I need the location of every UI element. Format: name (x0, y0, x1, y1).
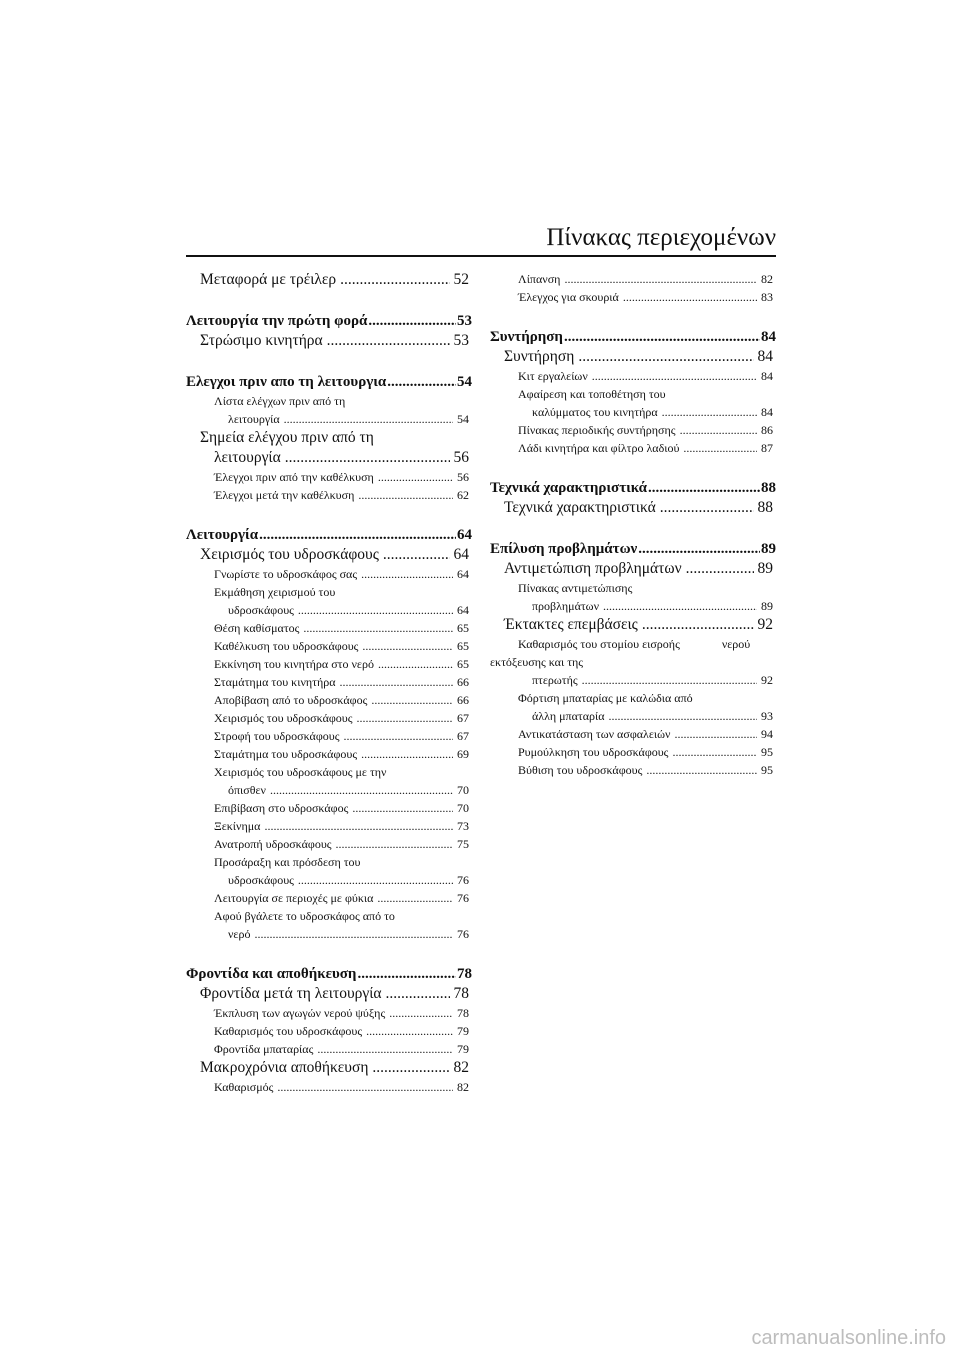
toc-entry-title: Συντήρηση (504, 348, 575, 365)
toc-entry-title: Λειτουργία την πρώτη φορά (186, 313, 368, 329)
toc-page-number: 70 (457, 801, 469, 815)
toc-section-entry[interactable] (186, 270, 472, 290)
toc-entry-title: νερό (228, 927, 251, 941)
toc-page-number: 54 (457, 374, 472, 390)
toc-page-number: 65 (457, 621, 469, 635)
toc-entry-last-line[interactable] (490, 707, 776, 725)
toc-page-number: 62 (457, 488, 469, 502)
dot-leader (642, 615, 754, 635)
toc-entry-title: Καθέλκυση του υδροσκάφους (214, 639, 359, 653)
toc-page-number: 69 (457, 747, 469, 761)
toc-page-number: 67 (457, 711, 469, 725)
toc-entry-title: λειτουργία (228, 412, 280, 426)
toc-entry-title: Επίλυση προβλημάτων (490, 541, 638, 557)
toc-section-entry[interactable] (490, 559, 776, 579)
dot-leader (638, 540, 760, 559)
toc-page-number: 88 (761, 480, 776, 496)
toc-page-number: 64 (457, 527, 472, 543)
toc-page-number: 84 (757, 348, 773, 365)
toc-page-number: 78 (457, 966, 472, 982)
toc-item-entry[interactable] (490, 270, 776, 288)
toc-page-number: 65 (457, 639, 469, 653)
toc-page-number: 95 (761, 763, 773, 777)
toc-entry-title: Στροφή του υδροσκάφους (214, 729, 340, 743)
toc-page-number: 67 (457, 729, 469, 743)
toc-item-entry[interactable] (186, 1078, 472, 1096)
toc-entry-last-line[interactable] (186, 410, 472, 428)
toc-entry-title: Χειρισμός του υδροσκάφους με την (214, 765, 387, 779)
toc-item-entry[interactable] (186, 709, 472, 727)
toc-left-column (186, 270, 472, 1096)
toc-section-entry[interactable] (490, 615, 776, 635)
dot-leader (646, 761, 757, 779)
toc-item-entry[interactable] (186, 835, 472, 853)
toc-entry-title: Προσάραξη και πρόσδεση του (214, 855, 361, 869)
toc-page-number: 70 (457, 783, 469, 797)
dot-leader (277, 1078, 453, 1096)
dot-leader (284, 410, 453, 428)
toc-entry-title: Χειρισμός του υδροσκάφους (214, 711, 353, 725)
toc-entry-title: υδροσκάφους (228, 873, 294, 887)
dot-leader (578, 347, 753, 367)
toc-entry-title: Φροντίδα μετά τη λειτουργία (200, 985, 382, 1002)
toc-section-entry[interactable] (490, 347, 776, 367)
dot-leader (683, 439, 757, 457)
toc-entry-title: Καθαρισμός του στομίου εισροής (518, 637, 680, 651)
toc-chapter-entry[interactable] (186, 373, 472, 392)
toc-page-number: 88 (757, 499, 773, 516)
toc-entry-title: Λίπανση (518, 272, 561, 286)
toc-section-entry[interactable] (490, 498, 776, 518)
toc-entry-title: Πίνακας περιοδικής συντήρησης (518, 423, 676, 437)
toc-entry-title: Μεταφορά με τρέιλερ (200, 271, 337, 288)
toc-item-entry[interactable] (186, 691, 472, 709)
dot-leader (356, 709, 453, 727)
toc-entry-title: προβλημάτων (532, 599, 600, 613)
toc-entry-last-line[interactable] (490, 597, 776, 615)
toc-entry-title: Επιβίβαση στο υδροσκάφος (214, 801, 349, 815)
toc-page-number: 73 (457, 819, 469, 833)
toc-item-entry[interactable] (186, 817, 472, 835)
toc-entry-last-line[interactable] (186, 781, 472, 799)
toc-entry-title: Μακροχρόνια αποθήκευση (200, 1059, 369, 1076)
toc-entry-title: πτερωτής (532, 673, 578, 687)
toc-item-entry[interactable] (186, 1040, 472, 1058)
toc-page-number: 83 (761, 290, 773, 304)
toc-item-entry[interactable] (186, 486, 472, 504)
toc-entry-title: Φόρτιση μπαταρίας με καλώδια από (518, 691, 693, 705)
toc-entry-title: Σταμάτημα του κινητήρα (214, 675, 336, 689)
dot-leader (254, 925, 453, 943)
dot-leader (609, 707, 758, 725)
dot-leader (343, 727, 453, 745)
toc-chapter-entry[interactable] (490, 540, 776, 559)
toc-entry-title: Γνωρίστε το υδροσκάφος σας (214, 567, 358, 581)
dot-leader (378, 655, 453, 673)
toc-item-entry[interactable] (186, 745, 472, 763)
dot-leader (357, 965, 456, 984)
toc-entry-title: Στρώσιμο κινητήρα (200, 332, 323, 349)
toc-entry-title: Αφαίρεση και τοποθέτηση του (518, 387, 666, 401)
toc-entry-title: Λίστα ελέγχων πριν από τη (214, 394, 346, 408)
toc-section-entry[interactable] (186, 1058, 472, 1078)
toc-entry-title: Χειρισμός του υδροσκάφους (200, 546, 379, 563)
dot-leader (662, 403, 757, 421)
toc-entry-title: Σημεία ελέγχου πριν από τη (200, 429, 374, 446)
toc-entry-title: νερού εκτόξευσης και της (490, 637, 751, 669)
toc-entry-title: άλλη μπαταρία (532, 709, 605, 723)
toc-page-number: 53 (457, 313, 472, 329)
dot-leader (264, 817, 453, 835)
toc-item-entry[interactable] (490, 288, 776, 306)
toc-page-number: 82 (761, 272, 773, 286)
toc-entry-title: Τεχνικά χαρακτηριστικά (490, 480, 648, 496)
toc-entry-title: Βύθιση του υδροσκάφους (518, 763, 643, 777)
toc-chapter-entry[interactable] (186, 312, 472, 331)
toc-page-number: 87 (761, 441, 773, 455)
toc-entry-title: Φροντίδα μπαταρίας (214, 1042, 314, 1056)
dot-leader (680, 421, 757, 439)
toc-item-entry[interactable] (490, 439, 776, 457)
toc-page-number: 64 (453, 546, 469, 563)
toc-page-number: 94 (761, 727, 773, 741)
toc-page-number: 95 (761, 745, 773, 759)
toc-page-number: 54 (457, 412, 469, 426)
dot-leader (623, 288, 757, 306)
dot-leader (362, 637, 453, 655)
dot-leader (368, 312, 456, 331)
toc-item-entry[interactable] (186, 565, 472, 583)
toc-item-entry[interactable] (186, 1022, 472, 1040)
toc-entry-title: Αφού βγάλετε το υδροσκάφος από το (214, 909, 395, 923)
toc-entry-title: Φροντίδα και αποθήκευση (186, 966, 357, 982)
toc-item-entry[interactable] (186, 637, 472, 655)
toc-item-entry[interactable] (186, 1004, 472, 1022)
dot-leader (361, 565, 453, 583)
toc-entry-title: Αποβίβαση από το υδροσκάφος (214, 693, 368, 707)
dot-leader (592, 367, 757, 385)
toc-page-number: 78 (457, 1006, 469, 1020)
toc-page-number: 89 (761, 541, 776, 557)
toc-entry-title: Έκπλυση των αγωγών νερού ψύξης (214, 1006, 386, 1020)
toc-chapter-entry[interactable] (186, 965, 472, 984)
toc-entry-title: Καθαρισμός του υδροσκάφους (214, 1024, 363, 1038)
dot-leader (336, 835, 453, 853)
toc-page-number: 66 (457, 693, 469, 707)
toc-page-number: 64 (457, 603, 469, 617)
toc-page-number: 75 (457, 837, 469, 851)
toc-page-number: 89 (761, 599, 773, 613)
toc-entry-title: Έκτακτες επεμβάσεις (504, 616, 638, 633)
toc-page-number: 66 (457, 675, 469, 689)
toc-page-number: 93 (761, 709, 773, 723)
toc-item-entry[interactable] (186, 468, 472, 486)
toc-item-entry[interactable] (490, 743, 776, 761)
dot-leader (686, 559, 754, 579)
toc-entry-title: Πίνακας αντιμετώπισης (518, 581, 633, 595)
dot-leader (298, 871, 453, 889)
toc-page-number: 84 (761, 329, 776, 345)
dot-leader (383, 545, 450, 565)
toc-item-entry[interactable] (186, 763, 472, 799)
toc-page-number: 76 (457, 927, 469, 941)
toc-entry-last-line[interactable] (186, 448, 472, 468)
dot-leader (361, 745, 453, 763)
toc-page-number: 84 (761, 405, 773, 419)
dot-leader (648, 479, 760, 498)
dot-leader (358, 486, 453, 504)
toc-entry-title: Ανατροπή υδροσκάφους (214, 837, 332, 851)
dot-leader (366, 1022, 453, 1040)
toc-section-entry[interactable] (186, 331, 472, 351)
toc-entry-title: Εκμάθηση χειρισμού του (214, 585, 336, 599)
toc-right-column (490, 270, 776, 779)
dot-leader (285, 448, 450, 468)
toc-item-entry[interactable] (186, 799, 472, 817)
toc-entry-title: Τεχνικά χαρακτηριστικά (504, 499, 656, 516)
toc-entry-title: Λειτουργία (186, 527, 259, 543)
dot-leader (303, 619, 453, 637)
toc-entry-title: Ελεγχοι πριν απο τη λειτουργια (186, 374, 387, 390)
dot-leader (377, 889, 453, 907)
toc-item-entry[interactable] (490, 689, 776, 725)
toc-item-entry[interactable] (490, 761, 776, 779)
toc-entry-last-line[interactable] (490, 403, 776, 421)
toc-page-number: 89 (757, 560, 773, 577)
toc-page-number: 92 (757, 616, 773, 633)
dot-leader (660, 498, 754, 518)
toc-page-number: 53 (453, 332, 469, 349)
toc-item-entry[interactable] (186, 392, 472, 428)
dot-leader (672, 743, 757, 761)
toc-page-number: 65 (457, 657, 469, 671)
toc-item-entry[interactable] (186, 727, 472, 745)
dot-leader (298, 601, 453, 619)
toc-page-number: 76 (457, 873, 469, 887)
toc-entry-title: Αντικατάσταση των ασφαλειών (518, 727, 671, 741)
toc-section-entry[interactable] (186, 428, 472, 468)
toc-item-entry[interactable] (490, 635, 776, 689)
dot-leader (259, 526, 456, 545)
toc-item-entry[interactable] (490, 421, 776, 439)
dot-leader (372, 1058, 449, 1078)
toc-entry-title: Θέση καθίσματος (214, 621, 300, 635)
toc-entry-title: Εκκίνηση του κινητήρα στο νερό (214, 657, 374, 671)
toc-section-entry[interactable] (186, 984, 472, 1004)
toc-entry-title: Συντήρηση (490, 329, 563, 345)
toc-page-number: 86 (761, 423, 773, 437)
toc-item-entry[interactable] (186, 655, 472, 673)
dot-leader (603, 597, 757, 615)
dot-leader (387, 373, 456, 392)
toc-entry-title: Έλεγχοι μετά την καθέλκυση (214, 488, 355, 502)
toc-entry-title: Ξεκίνημα (214, 819, 261, 833)
toc-page-number: 56 (453, 449, 469, 466)
toc-page-number: 76 (457, 891, 469, 905)
toc-entry-last-line[interactable] (490, 671, 776, 689)
toc-item-entry[interactable] (186, 907, 472, 943)
dot-leader (317, 1040, 453, 1058)
toc-item-entry[interactable] (186, 673, 472, 691)
toc-entry-title: Σταμάτημα του υδροσκάφους (214, 747, 358, 761)
toc-page-number: 79 (457, 1042, 469, 1056)
dot-leader (378, 468, 453, 486)
dot-leader (674, 725, 757, 743)
dot-leader (327, 331, 450, 351)
dot-leader (386, 984, 450, 1004)
toc-item-entry[interactable] (186, 583, 472, 619)
toc-entry-title: Κιτ εργαλείων (518, 369, 588, 383)
toc-page-number: 64 (457, 567, 469, 581)
toc-entry-title: υδροσκάφους (228, 603, 294, 617)
dot-leader (270, 781, 453, 799)
toc-chapter-entry[interactable] (186, 526, 472, 545)
toc-entry-title: Έλεγχοι πριν από την καθέλκυση (214, 470, 374, 484)
toc-item-entry[interactable] (186, 889, 472, 907)
toc-item-entry[interactable] (490, 725, 776, 743)
toc-entry-title: Λάδι κινητήρα και φίλτρο λαδιού (518, 441, 680, 455)
title-divider (186, 255, 776, 257)
toc-page-number: 79 (457, 1024, 469, 1038)
toc-entry-title: Καθαρισμός (214, 1080, 274, 1094)
toc-chapter-entry[interactable] (490, 479, 776, 498)
toc-entry-title: Έλεγχος για σκουριά (518, 290, 619, 304)
dot-leader (340, 270, 449, 290)
toc-entry-last-line[interactable] (186, 871, 472, 889)
toc-entry-title: Αντιμετώπιση προβλημάτων (504, 560, 682, 577)
toc-item-entry[interactable] (490, 367, 776, 385)
toc-item-entry[interactable] (490, 579, 776, 615)
toc-page-number: 56 (457, 470, 469, 484)
toc-entry-title: λειτουργία (214, 449, 281, 466)
dot-leader (352, 799, 453, 817)
toc-page-number: 82 (457, 1080, 469, 1094)
page-title: Πίνακας περιεχομένων (546, 224, 776, 251)
dot-leader (564, 328, 760, 347)
toc-item-entry[interactable] (186, 619, 472, 637)
toc-chapter-entry[interactable] (490, 328, 776, 347)
toc-item-entry[interactable] (490, 385, 776, 421)
toc-entry-last-line[interactable] (186, 601, 472, 619)
toc-page-number: 52 (453, 271, 469, 288)
toc-page-number: 84 (761, 369, 773, 383)
toc-entry-title: Λειτουργία σε περιοχές με φύκια (214, 891, 374, 905)
toc-entry-title: Ρυμούλκηση του υδροσκάφους (518, 745, 669, 759)
dot-leader (340, 673, 453, 691)
watermark: carmanualsonline.info (751, 1327, 946, 1349)
toc-entry-last-line[interactable] (186, 925, 472, 943)
dot-leader (389, 1004, 453, 1022)
toc-page-number: 92 (761, 673, 773, 687)
toc-page-number: 78 (453, 985, 469, 1002)
dot-leader (371, 691, 453, 709)
dot-leader (582, 671, 757, 689)
dot-leader (564, 270, 757, 288)
toc-entry-title: όπισθεν (228, 783, 266, 797)
toc-section-entry[interactable] (186, 545, 472, 565)
toc-item-entry[interactable] (186, 853, 472, 889)
toc-entry-title: καλύμματος του κινητήρα (532, 405, 658, 419)
toc-page-number: 82 (453, 1059, 469, 1076)
